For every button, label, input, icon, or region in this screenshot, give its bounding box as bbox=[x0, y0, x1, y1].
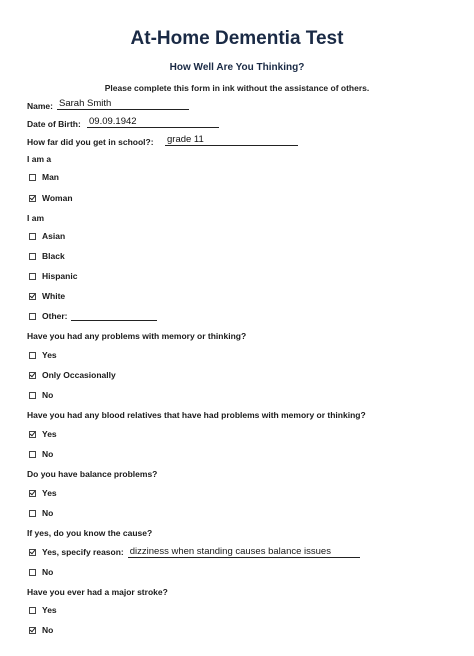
name-label: Name: bbox=[27, 101, 53, 111]
option-hispanic[interactable] bbox=[29, 271, 77, 281]
instructions-text: Please complete this form in ink without the assistance of others. bbox=[104, 83, 370, 93]
sex-question: I am a bbox=[27, 154, 52, 164]
school-label: How far did you get in school?: bbox=[27, 137, 154, 147]
checkbox-memory-no[interactable] bbox=[29, 392, 36, 399]
stroke-question: Have you ever had a major stroke? bbox=[27, 587, 168, 597]
option-stroke-yes[interactable] bbox=[29, 605, 57, 615]
option-label: Yes bbox=[42, 350, 57, 360]
page-title: At-Home Dementia Test bbox=[130, 28, 344, 49]
option-cause-no[interactable] bbox=[29, 567, 53, 577]
option-label: No bbox=[42, 390, 54, 400]
checkbox-asian[interactable] bbox=[29, 233, 36, 240]
option-label: Yes, specify reason: bbox=[42, 547, 124, 557]
option-cause-yes[interactable] bbox=[29, 546, 360, 558]
dob-field[interactable]: 09.09.1942 bbox=[87, 116, 219, 128]
checkbox-relatives-yes[interactable] bbox=[29, 431, 36, 438]
school-field[interactable]: grade 11 bbox=[165, 134, 298, 146]
option-asian[interactable] bbox=[29, 231, 65, 241]
memory-question: Have you had any problems with memory or thinking? bbox=[27, 331, 247, 341]
option-balance-no[interactable] bbox=[29, 508, 53, 518]
checkbox-balance-yes[interactable] bbox=[29, 490, 36, 497]
option-label: No bbox=[42, 449, 54, 459]
option-label: Hispanic bbox=[42, 271, 78, 281]
option-label: Yes bbox=[42, 488, 57, 498]
checkbox-balance-no[interactable] bbox=[29, 510, 36, 517]
checkbox-man[interactable] bbox=[29, 174, 36, 181]
option-balance-yes[interactable] bbox=[29, 488, 57, 498]
cause-question: If yes, do you know the cause? bbox=[27, 528, 153, 538]
option-label: Black bbox=[42, 251, 65, 261]
checkbox-cause-no[interactable] bbox=[29, 569, 36, 576]
checkbox-black[interactable] bbox=[29, 253, 36, 260]
option-relatives-no[interactable] bbox=[29, 449, 53, 459]
checkbox-woman[interactable] bbox=[29, 195, 36, 202]
other-field[interactable] bbox=[71, 311, 157, 321]
checkbox-stroke-no[interactable] bbox=[29, 627, 36, 634]
option-memory-yes[interactable] bbox=[29, 350, 57, 360]
option-woman[interactable] bbox=[29, 193, 73, 203]
option-stroke-no[interactable] bbox=[29, 625, 53, 635]
option-label: Woman bbox=[42, 193, 73, 203]
option-label: Yes bbox=[42, 429, 57, 439]
option-white[interactable] bbox=[29, 291, 65, 301]
option-label: Other: bbox=[42, 311, 68, 321]
option-label: Only Occasionally bbox=[42, 370, 116, 380]
dob-label: Date of Birth: bbox=[27, 119, 81, 129]
checkbox-white[interactable] bbox=[29, 293, 36, 300]
option-black[interactable] bbox=[29, 251, 65, 261]
option-label: Asian bbox=[42, 231, 66, 241]
relatives-question: Have you had any blood relatives that have had problems with memory or thinking? bbox=[27, 410, 366, 420]
checkbox-cause-yes[interactable] bbox=[29, 549, 36, 556]
option-memory-occasionally[interactable] bbox=[29, 370, 116, 380]
option-relatives-yes[interactable] bbox=[29, 429, 57, 439]
name-field[interactable]: Sarah Smith bbox=[57, 98, 189, 110]
school-row bbox=[27, 137, 154, 147]
checkbox-memory-occasionally[interactable] bbox=[29, 372, 36, 379]
option-label: Yes bbox=[42, 605, 57, 615]
name-row bbox=[27, 101, 53, 111]
checkbox-hispanic[interactable] bbox=[29, 273, 36, 280]
option-label: No bbox=[42, 508, 54, 518]
checkbox-memory-yes[interactable] bbox=[29, 352, 36, 359]
race-question: I am bbox=[27, 213, 45, 223]
balance-question: Do you have balance problems? bbox=[27, 469, 158, 479]
option-label: Man bbox=[42, 172, 59, 182]
page-subtitle: How Well Are You Thinking? bbox=[169, 62, 305, 73]
option-other[interactable] bbox=[29, 311, 157, 321]
option-man[interactable] bbox=[29, 172, 59, 182]
checkbox-relatives-no[interactable] bbox=[29, 451, 36, 458]
option-label: No bbox=[42, 567, 54, 577]
checkbox-other[interactable] bbox=[29, 313, 36, 320]
option-label: No bbox=[42, 625, 54, 635]
option-label: White bbox=[42, 291, 66, 301]
dob-row bbox=[27, 119, 81, 129]
cause-reason-field[interactable]: dizziness when standing causes balance issues bbox=[128, 546, 360, 558]
option-memory-no[interactable] bbox=[29, 390, 53, 400]
checkbox-stroke-yes[interactable] bbox=[29, 607, 36, 614]
